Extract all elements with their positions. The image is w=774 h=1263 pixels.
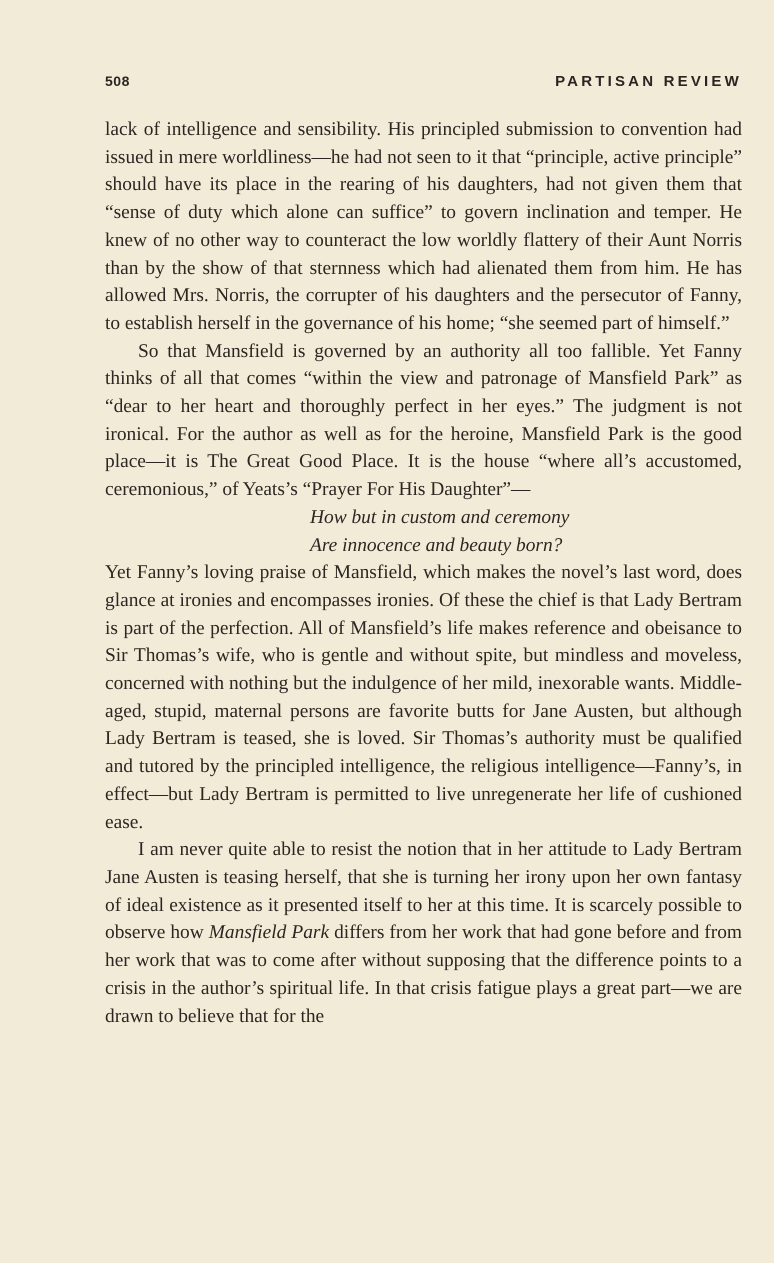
page-number: 508 (105, 73, 130, 89)
running-head: PARTISAN REVIEW (555, 73, 742, 90)
verse-quotation (105, 504, 742, 559)
paragraph-1: lack of intelligence and sensibility. His principled submission to convention had issued in mere worldliness—he had not seen to it that “principle, active principle” should have its place in the rearing of his daughters, had not given them that “sense of duty which alone can suffice” to govern inclination and temper. He knew of no other way to counteract the low worldly flattery of their Aunt Norris than by the show of that sternness which had alienated them from him. He has allowed Mrs. Norris, the corrupter of his daughters and the persecutor of Fanny, to establish herself in the governance of his home; “she seemed part of himself.” (105, 119, 742, 334)
verse-line-2: Are innocence and beauty born? (310, 534, 563, 556)
paragraph-4-text-a: I am never quite able to resist the notion that in her attitude to Lady Bertram Jane Austen is teasing herself, that she is turning her irony upon her own fantasy of ideal existence as it presented itself to her at this time. It is scarcely possible to observe how (105, 839, 742, 944)
paragraph-3: Yet Fanny’s loving praise of Mansfield, which makes the novel’s last word, does glance at ironies and encompasses ironies. Of these the chief is that Lady Bertram is part of the perfection. All of Mansfield’s life makes reference and obeisance to Sir Thomas’s wife, who is gentle and without spite, but mindless and moveless, concerned with nothing but the indulgence of her mild, inexorable wants. Middle-aged, stupid, maternal persons are favorite butts for Jane Austen, but although Lady Bertram is teased, she is loved. Sir Thomas’s authority must be qualified and tutored by the principled intelligence, the religious intelligence—Fanny’s, in effect—but Lady Bertram is permitted to live unregenerate her life of cushioned ease. (105, 562, 742, 833)
paragraph-4-text-b: differs from her work that had gone before and from her work that was to come after without supposing that the difference points to a crisis in the author’s spiritual life. In that crisis fatigue plays a great part—we are drawn to believe that for the (105, 922, 742, 1027)
paragraph-4 (105, 836, 742, 1030)
book-title: Mansfield Park (208, 922, 330, 944)
paragraph-2: So that Mansfield is governed by an authority all too fallible. Yet Fanny thinks of all that comes “within the view and patronage of Mansfield Park” as “dear to her heart and thoroughly perfect in her eyes.” The judgment is not ironical. For the author as well as for the heroine, Mansfield Park is the good place—it is The Great Good Place. It is the house “where all’s accustomed, ceremonious,” of Yeats’s “Prayer For His Daughter”— (105, 340, 742, 501)
body-text (105, 116, 742, 1030)
page-header (105, 73, 742, 97)
verse-line-1: How but in custom and ceremony (310, 506, 570, 528)
